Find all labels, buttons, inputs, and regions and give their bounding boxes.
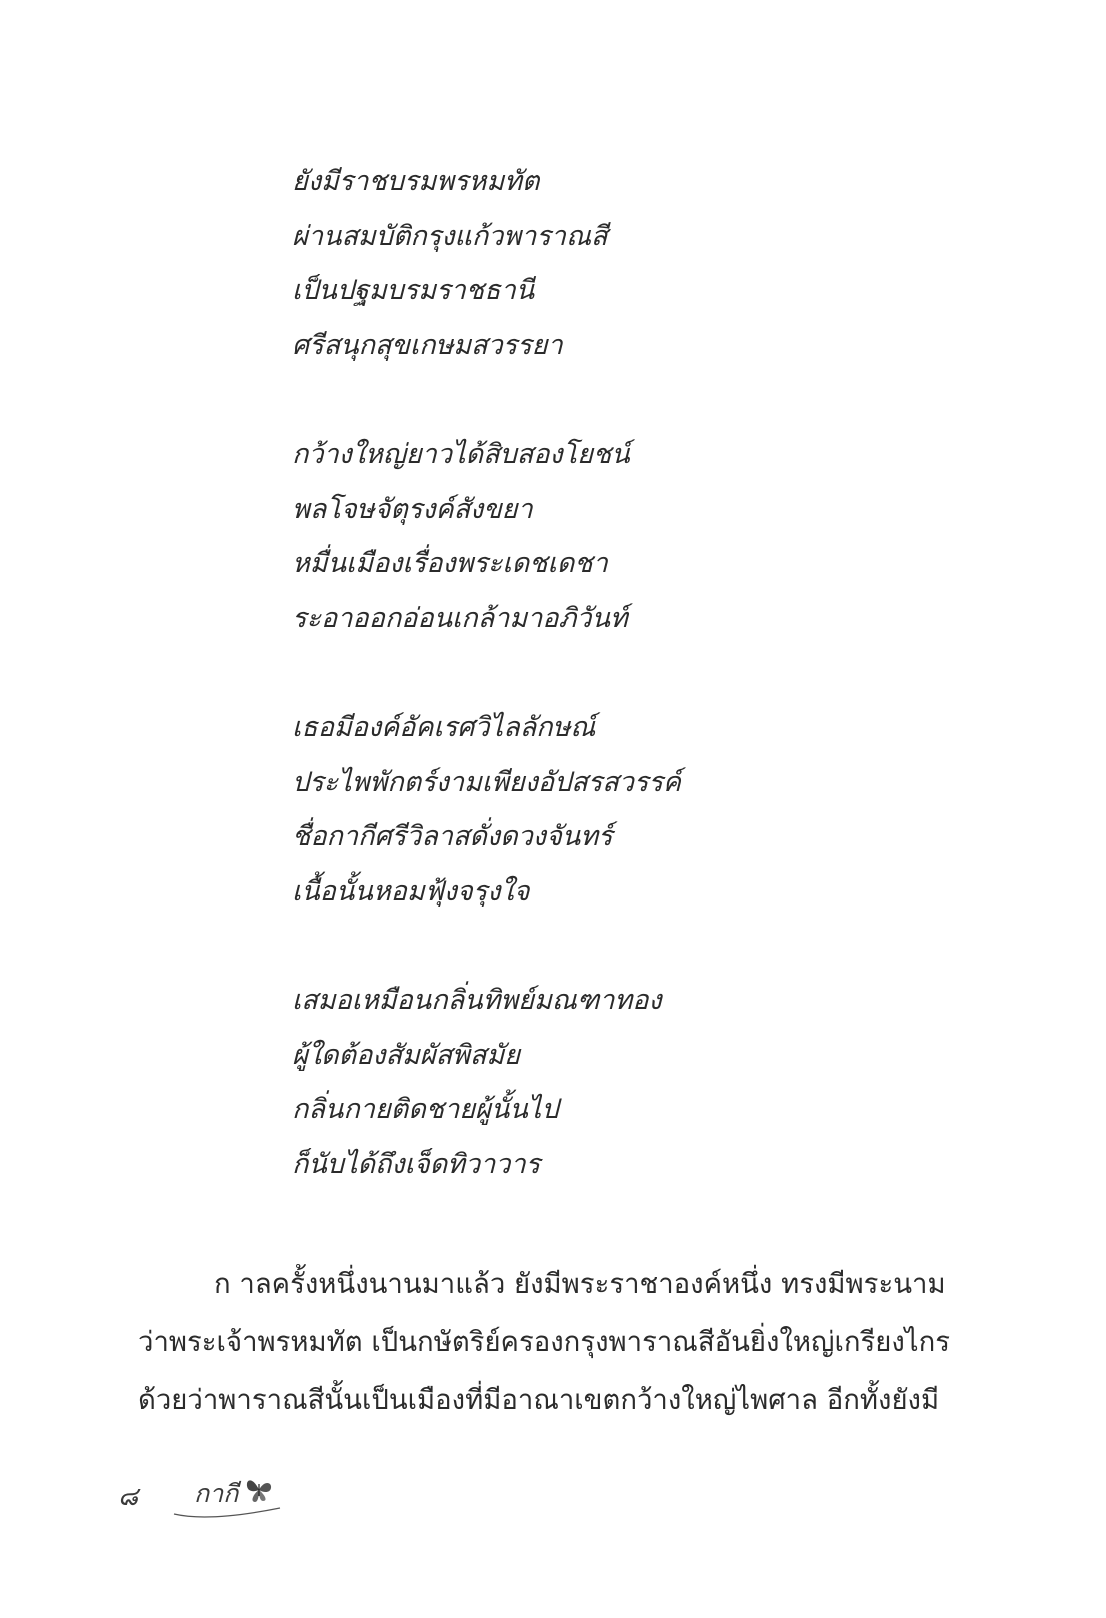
verse-line: เธอมีองค์อัคเรศวิไลลักษณ์ xyxy=(292,712,596,743)
running-title: กากี xyxy=(194,1479,239,1508)
verse-line: ประไพพักตร์งามเพียงอัปสรสวรรค์ xyxy=(292,766,681,798)
verse-line: กลิ่นกายติดชายผู้นั้นไป xyxy=(292,1094,559,1125)
prose-line: ก าลครั้งหนึ่งนานมาแล้ว ยังมีพระราชาองค์หนึ่ง ทรงมีพระนาม xyxy=(214,1268,946,1300)
verse-line: ศรีสนุกสุขเกษมสวรรยา xyxy=(292,329,563,361)
poem-stanza-2 xyxy=(292,428,992,646)
verse-line: เนื้อนั้นหอมฟุ้งจรุงใจ xyxy=(292,875,530,907)
verse-line: กว้างใหญ่ยาวได้สิบสองโยชน์ xyxy=(292,439,630,470)
poem-stanza-1 xyxy=(292,155,992,373)
butterfly-icon xyxy=(244,1474,274,1506)
page-number: ๘ xyxy=(118,1482,139,1512)
poem-stanza-3 xyxy=(292,701,992,919)
poem-stanza-4 xyxy=(292,974,992,1192)
prose-line: ด้วยว่าพาราณสีนั้นเป็นเมืองที่มีอาณาเขตกว้างใหญ่ไพศาล อีกทั้งยังมี xyxy=(138,1384,940,1416)
verse-line: เป็นปฐมบรมราชธานี xyxy=(292,275,535,306)
verse-line: ชื่อกากีศรีวิลาสดั่งดวงจันทร์ xyxy=(292,821,613,852)
poem xyxy=(292,155,992,1247)
prose-paragraph xyxy=(138,1255,951,1429)
page-footer xyxy=(118,1468,338,1528)
prose-line: ว่าพระเจ้าพรหมทัต เป็นกษัตริย์ครองกรุงพาราณสีอันยิ่งใหญ่เกรียงไกร xyxy=(138,1326,951,1358)
verse-line: หมื่นเมืองเรื่องพระเดชเดชา xyxy=(292,548,608,579)
verse-line: เสมอเหมือนกลิ่นทิพย์มณฑาทอง xyxy=(292,985,662,1016)
verse-line: ยังมีราชบรมพรหมทัต xyxy=(292,166,540,197)
verse-line: ผู้ใดต้องสัมผัสพิสมัย xyxy=(292,1039,520,1071)
verse-line: ผ่านสมบัติกรุงแก้วพาราณสี xyxy=(292,220,608,252)
verse-line: พลโจษจัตุรงค์สังขยา xyxy=(292,493,533,525)
verse-line: ก็นับได้ถึงเจ็ดทิวาวาร xyxy=(292,1148,541,1180)
verse-line: ระอาออกอ่อนเกล้ามาอภิวันท์ xyxy=(292,602,628,634)
